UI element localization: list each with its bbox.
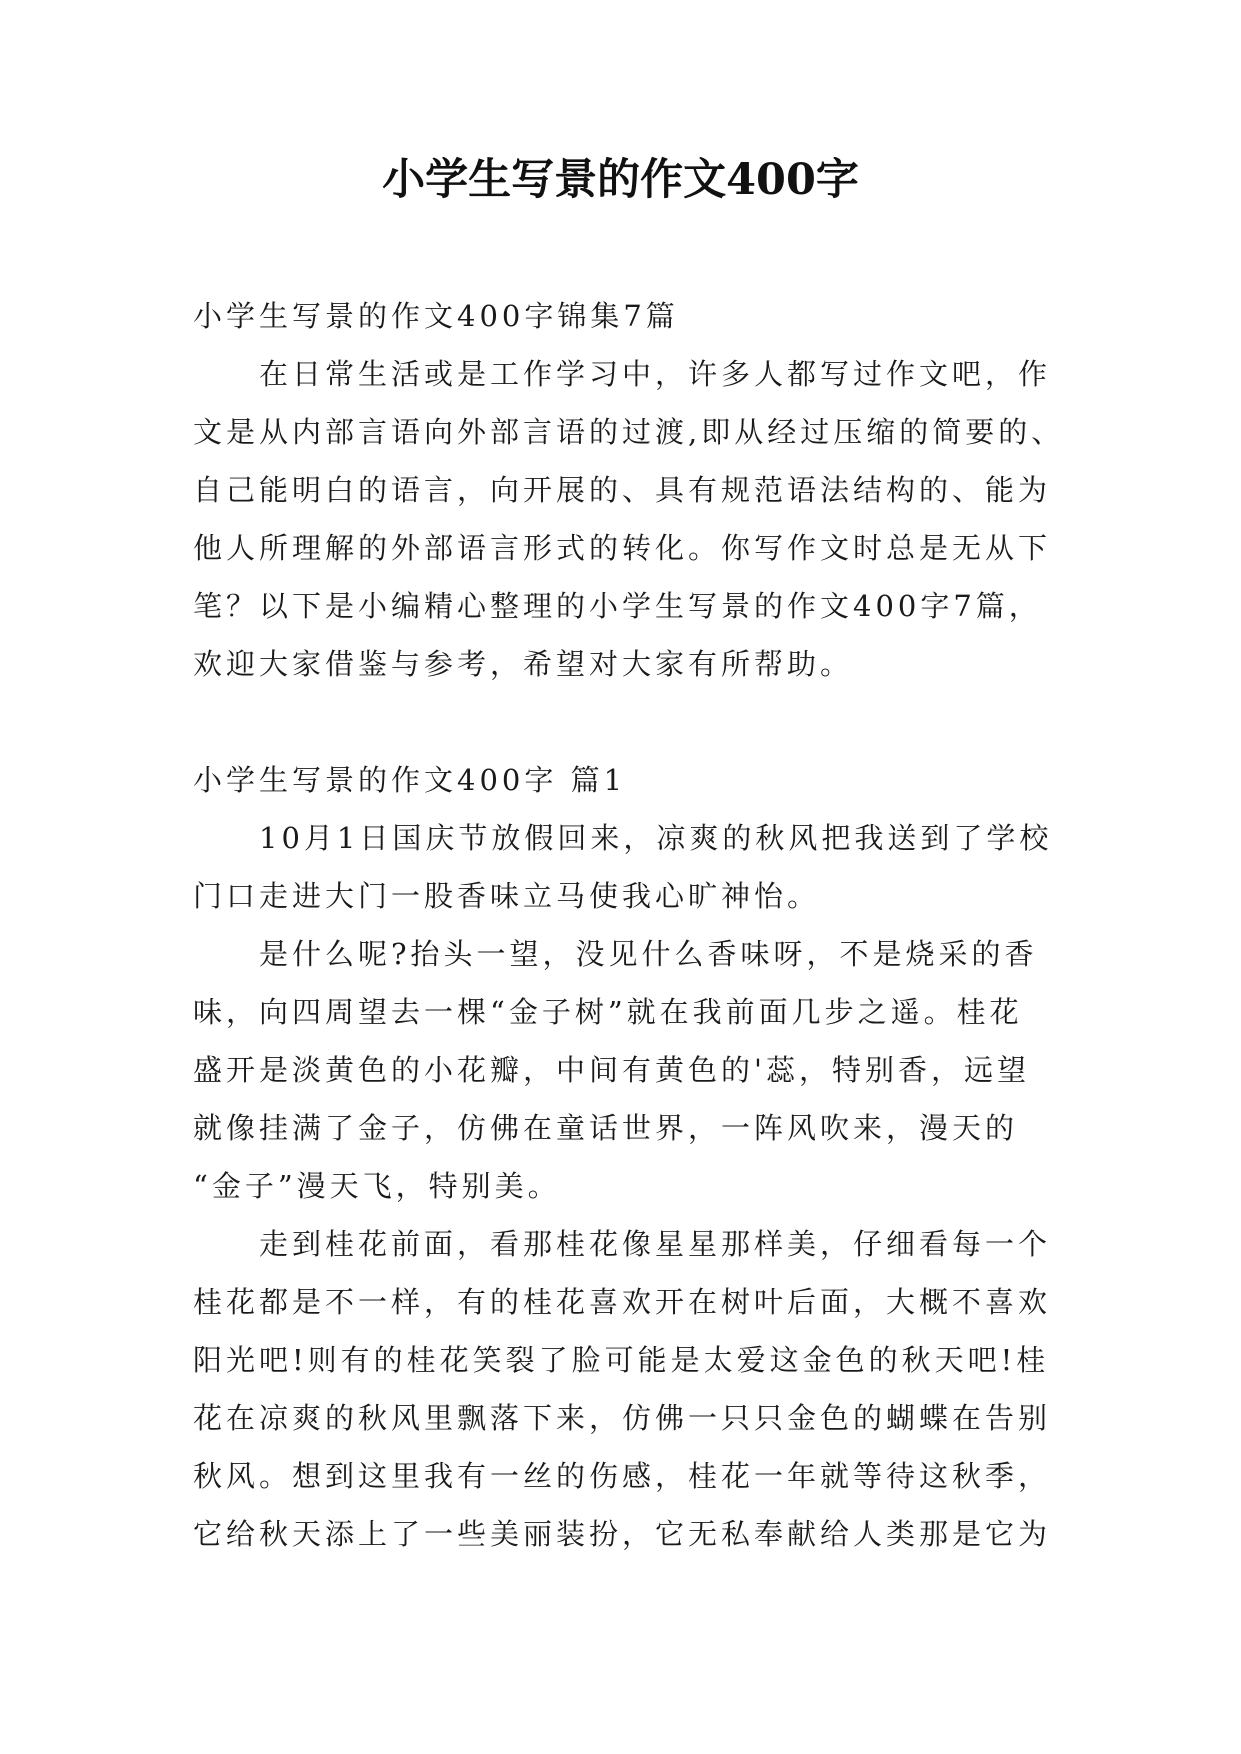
- paragraph-line: 是什么呢?抬头一望，没见什么香味呀，不是烧采的香: [259, 937, 1038, 971]
- paragraph-line: 自己能明白的语言，向开展的、具有规范语法结构的、能为: [193, 473, 1052, 507]
- paragraph-line: 秋风。想到这里我有一丝的伤感，桂花一年就等待这秋季，: [193, 1459, 1052, 1493]
- paragraph-line: 文是从内部言语向外部言语的过渡,即从经过压缩的简要的、: [193, 415, 1065, 449]
- paragraph-line: 走到桂花前面，看那桂花像星星那样美，仔细看每一个: [259, 1227, 1052, 1261]
- paragraph-line: 门口走进大门一股香味立马使我心旷神怡。: [193, 879, 821, 913]
- paragraph-line: 欢迎大家借鉴与参考，希望对大家有所帮助。: [193, 647, 854, 681]
- paragraph-line: 花在凉爽的秋风里飘落下来，仿佛一只只金色的蝴蝶在告别: [193, 1401, 1052, 1435]
- paragraph-line: 味，向四周望去一棵“金子树”就在我前面几步之遥。桂花: [193, 995, 1023, 1029]
- paragraph-line: 盛开是淡黄色的小花瓣，中间有黄色的'蕊，特别香，远望: [193, 1053, 1030, 1087]
- document-title: 小学生写景的作文400字: [382, 155, 859, 205]
- paragraph-line: 桂花都是不一样，有的桂花喜欢开在树叶后面，大概不喜欢: [193, 1285, 1052, 1319]
- paragraph-line: 在日常生活或是工作学习中，许多人都写过作文吧，作: [259, 357, 1052, 391]
- section-heading: 小学生写景的作文400字锦集7篇: [193, 299, 679, 333]
- paragraph-line: 它给秋天添上了一些美丽装扮，它无私奉献给人类那是它为: [193, 1517, 1052, 1551]
- section-heading: 小学生写景的作文400字 篇1: [193, 763, 627, 797]
- paragraph-line: 他人所理解的外部语言形式的转化。你写作文时总是无从下: [193, 531, 1052, 565]
- paragraph-line: 10月1日国庆节放假回来，凉爽的秋风把我送到了学校: [259, 821, 1053, 855]
- blank-line: [193, 693, 1053, 751]
- paragraph-line: 笔？以下是小编精心整理的小学生写景的作文400字7篇，: [193, 589, 1042, 623]
- paragraph-line: 阳光吧!则有的桂花笑裂了脸可能是太爱这金色的秋天吧!桂: [193, 1343, 1050, 1377]
- paragraph-line: 就像挂满了金子，仿佛在童话世界，一阵风吹来，漫天的: [193, 1111, 1019, 1145]
- paragraph-line: “金子”漫天飞，特别美。: [193, 1169, 561, 1203]
- document-body: [193, 287, 1065, 1563]
